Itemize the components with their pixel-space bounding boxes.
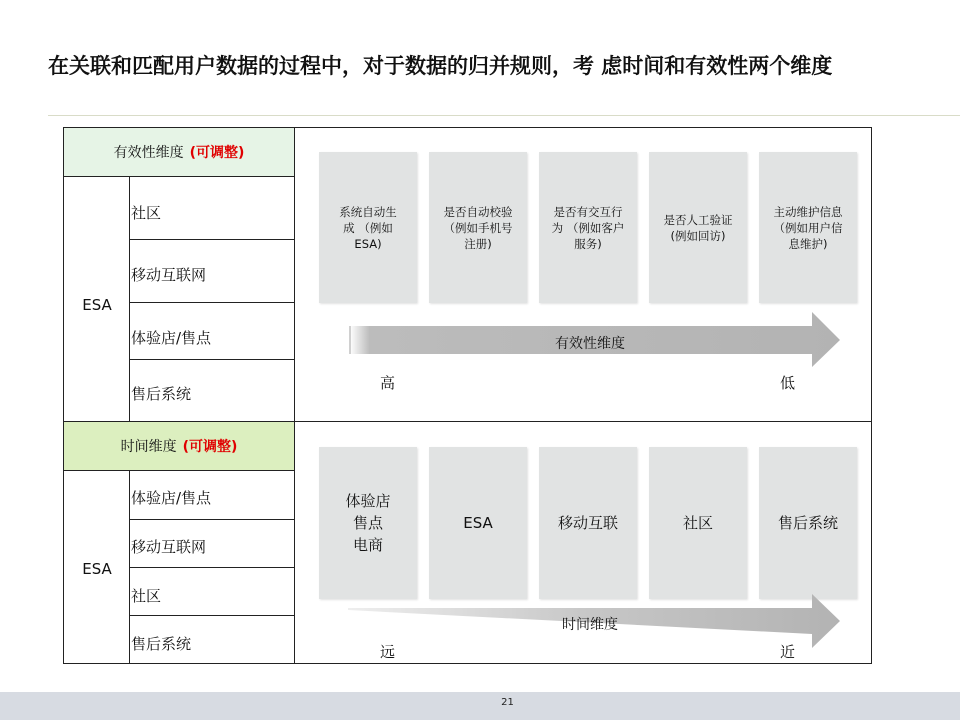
category-mobile-internet: 移动互联网 (131, 266, 207, 284)
time-box-after-sales: 售后系统 (759, 447, 857, 599)
page-number: 21 (501, 697, 514, 708)
esa-label: ESA (82, 560, 112, 578)
row-divider (129, 615, 295, 616)
category-store: 体验店/售点 (131, 489, 212, 507)
validity-box-auto-generated: 系统自动生 成 （例如 ESA) (319, 152, 417, 303)
far-label: 远 (380, 643, 396, 661)
row-divider (63, 176, 295, 177)
validity-box-manual-verify: 是否人工验证 (例如回访) (649, 152, 747, 303)
near-label: 近 (780, 643, 796, 661)
low-label: 低 (780, 374, 796, 392)
row-divider (63, 470, 295, 471)
time-box-store: 体验店 售点 电商 (319, 447, 417, 599)
row-divider (129, 359, 295, 360)
row-divider (129, 567, 295, 568)
validity-arrow-label: 有效性维度 (555, 336, 625, 352)
adjustable-note: (可调整) (182, 439, 238, 455)
category-after-sales: 售后系统 (131, 385, 192, 403)
page-title: 在关联和匹配用户数据的过程中，对于数据的归并规则，考 虑时间和有效性两个维度 (48, 54, 833, 78)
column-divider (294, 127, 295, 664)
header-label: 时间维度 (120, 439, 177, 455)
time-box-esa: ESA (429, 447, 527, 599)
esa-label: ESA (82, 296, 112, 314)
time-arrow-label: 时间维度 (562, 617, 618, 633)
header-label: 有效性维度 (113, 145, 184, 161)
category-store: 体验店/售点 (131, 329, 212, 347)
category-after-sales: 售后系统 (131, 635, 192, 653)
time-box-mobile: 移动互联 (539, 447, 637, 599)
validity-box-auto-verify: 是否自动校验 （例如手机号 注册) (429, 152, 527, 303)
row-divider (129, 302, 295, 303)
category-community: 社区 (131, 587, 162, 605)
category-community: 社区 (131, 204, 162, 222)
validity-box-interaction: 是否有交互行 为 （例如客户 服务) (539, 152, 637, 303)
time-box-community: 社区 (649, 447, 747, 599)
category-mobile-internet: 移动互联网 (131, 538, 207, 556)
row-divider (129, 239, 295, 240)
time-dimension-header (64, 422, 294, 470)
title-divider (48, 115, 960, 116)
validity-dimension-header (64, 128, 294, 176)
high-label: 高 (380, 374, 396, 392)
adjustable-note: (可调整) (189, 145, 245, 161)
row-divider (129, 519, 295, 520)
validity-box-self-maintained: 主动维护信息 （例如用户信 息维护) (759, 152, 857, 303)
